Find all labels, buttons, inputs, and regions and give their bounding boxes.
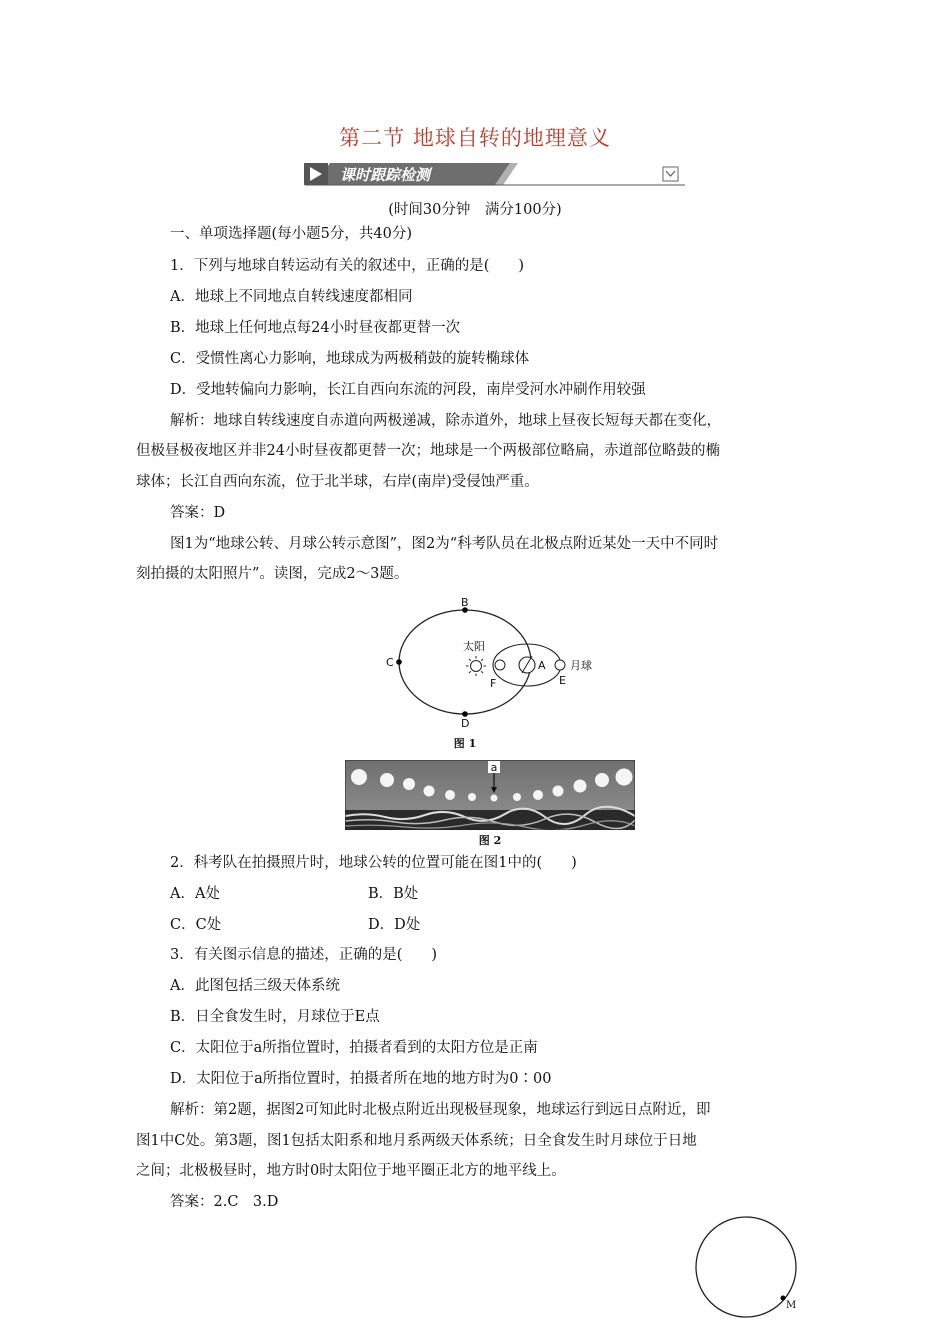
- label-moon: 月球: [570, 659, 592, 672]
- earth-orbit: [399, 610, 531, 714]
- label-sun: 太阳: [463, 640, 485, 653]
- label-d: D: [461, 717, 470, 730]
- question-1-analysis-line-1: 解析：地球自转线速度自赤道向两极递减，除赤道外，地球上昼夜长短每天都在变化，: [170, 413, 721, 429]
- figure-2-caption: 图 2: [478, 834, 502, 847]
- analysis-2-line-2: 图1中C处。第3题，图1包括太阳系和地月系两级天体系统；日全食发生时月球位于日地: [136, 1133, 697, 1149]
- question-1-stem: 1．下列与地球自转运动有关的叙述中，正确的是( ): [170, 258, 525, 274]
- question-1-answer: 答案：D: [170, 505, 226, 521]
- question-1-option-b: B．地球上任何地点每24小时昼夜都更替一次: [170, 320, 461, 336]
- orbit-point-c: [396, 659, 402, 665]
- question-3-option-a: A．此图包括三级天体系统: [170, 978, 340, 994]
- label-b: B: [461, 596, 469, 609]
- question-1-option-c: C．受惯性离心力影响，地球成为两极稍鼓的旋转椭球体: [170, 351, 530, 367]
- question-1-option-d: D．受地转偏向力影响，长江自西向东流的河段，南岸受河水冲刷作用较强: [170, 382, 646, 398]
- time-info: (时间30分钟 满分100分): [388, 202, 562, 218]
- label-a: A: [538, 659, 546, 672]
- question-1-analysis-line-2: 但极昼极夜地区并非24小时昼夜都更替一次；地球是一个两极部位略扁，赤道部位略鼓的椭: [136, 443, 720, 459]
- label-m: M: [786, 1300, 797, 1311]
- sun-image: [595, 773, 609, 787]
- question-2-option-b: B．B处: [368, 886, 419, 902]
- orbit-point-d: [462, 711, 468, 717]
- figure-3-circle: [690, 1212, 810, 1332]
- sun-image: [533, 790, 543, 800]
- banner-label: 课时跟踪检测: [340, 166, 431, 184]
- moon-at-f: [495, 660, 505, 670]
- sun-icon: [466, 656, 486, 676]
- marker-label-a: a: [490, 761, 498, 774]
- question-3-option-c: C．太阳位于a所指位置时，拍摄者看到的太阳方位是正南: [170, 1040, 538, 1056]
- analysis-2-line-1: 解析：第2题，据图2可知此时北极点附近出现极昼现象，地球运行到远日点附近，即: [170, 1102, 711, 1118]
- page-title: 第二节 地球自转的地理意义: [339, 126, 611, 150]
- section-banner: [300, 160, 690, 188]
- sun-image: [351, 769, 367, 785]
- sun-image: [380, 773, 394, 787]
- analysis-2-answer: 答案：2.C 3.D: [170, 1194, 279, 1210]
- intro-line-2: 刻拍摄的太阳照片”。读图，完成2～3题。: [136, 566, 409, 582]
- question-2-option-d: D．D处: [368, 917, 421, 933]
- question-3-stem: 3．有关图示信息的描述，正确的是( ): [170, 947, 438, 963]
- question-3-option-d: D．太阳位于a所指位置时，拍摄者所在地的地方时为0∶00: [170, 1071, 552, 1087]
- sun-image: [424, 786, 435, 797]
- label-f: F: [490, 677, 497, 690]
- label-c: C: [386, 656, 394, 669]
- sun-image: [445, 790, 455, 800]
- question-2-stem: 2．科考队在拍摄照片时，地球公转的位置可能在图1中的( ): [170, 855, 577, 871]
- sun-image: [574, 780, 587, 793]
- figure-1-caption: 图 1: [453, 737, 477, 750]
- question-2-option-a: A．A处: [170, 886, 220, 902]
- label-e: E: [559, 674, 566, 687]
- sun-image: [403, 778, 415, 790]
- moon-at-e: [555, 660, 565, 670]
- figure-2-sun-photo: [345, 760, 635, 830]
- intro-line-1: 图1为“地球公转、月球公转示意图”，图2为“科考队员在北极点附近某处一天中不同时: [170, 536, 719, 552]
- sun-image: [513, 793, 521, 801]
- question-1-analysis-line-3: 球体；长江自西向东流，位于北半球，右岸(南岸)受侵蚀严重。: [136, 474, 539, 490]
- section-heading: 一、单项选择题(每小题5分，共40分): [170, 226, 412, 242]
- sun-image: [468, 793, 476, 801]
- chevron-down-icon: [666, 171, 675, 176]
- question-2-option-c: C．C处: [170, 917, 222, 933]
- question-1-option-a: A．地球上不同地点自转线速度都相同: [170, 289, 413, 305]
- point-m: [781, 1296, 786, 1301]
- analysis-2-line-3: 之间；北极极昼时，地方时0时太阳位于地平圈正北方的地平线上。: [136, 1163, 566, 1179]
- figure-1-orbit-diagram: [375, 592, 605, 752]
- question-3-option-b: B．日全食发生时，月球位于E点: [170, 1009, 380, 1025]
- sun-image-a: [491, 795, 498, 802]
- sun-image: [553, 786, 564, 797]
- sun-image: [616, 769, 633, 786]
